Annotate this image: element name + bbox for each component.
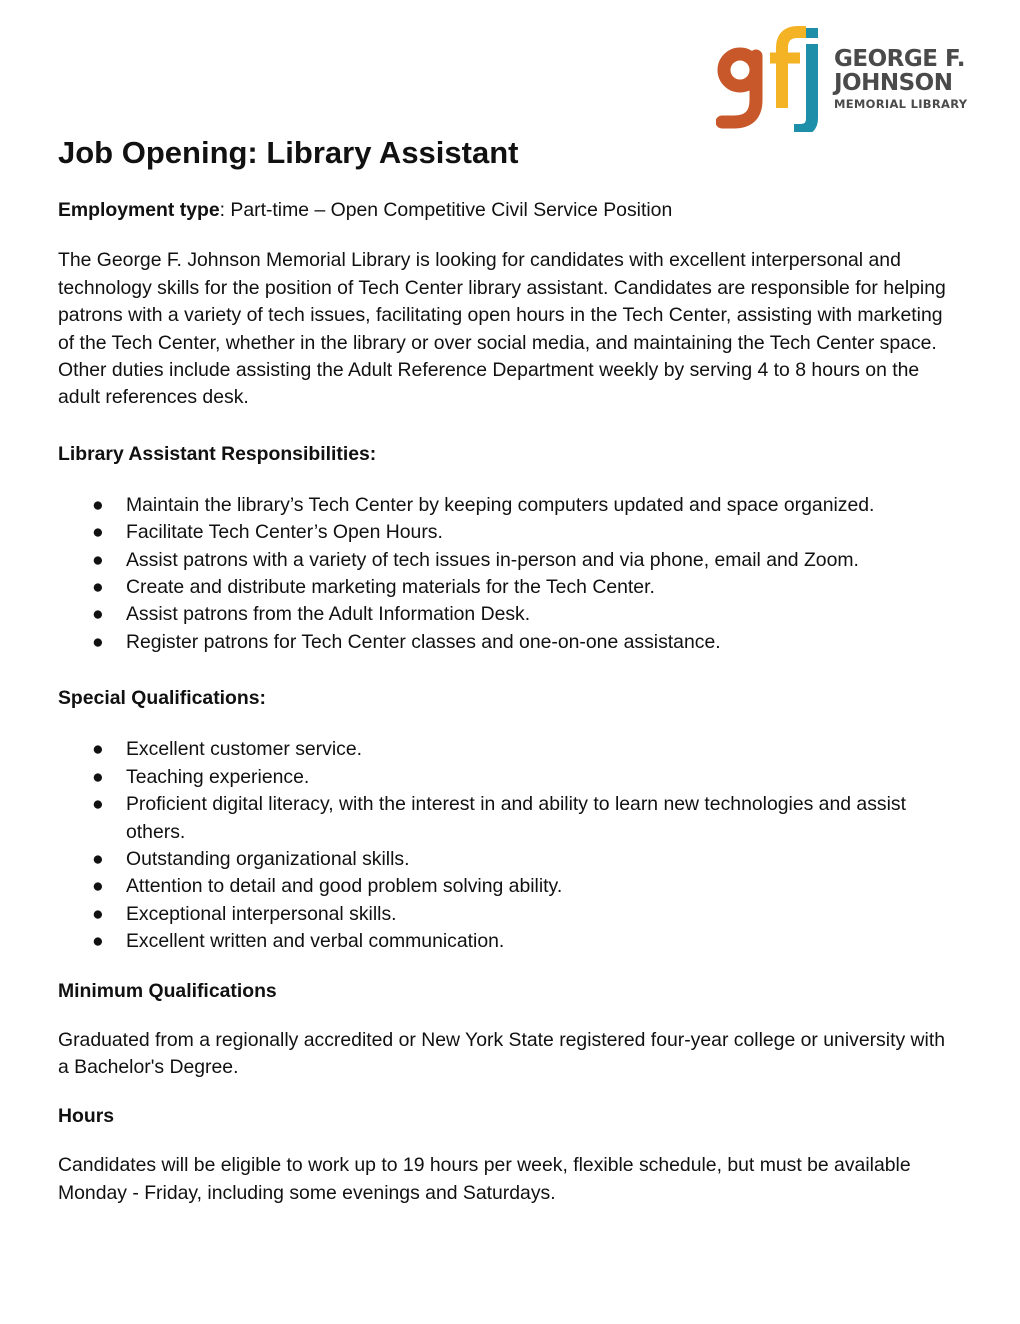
intro-paragraph: The George F. Johnson Memorial Library is looking for candidates with excellent interpersonal and technology skills for the position of Tech Center library assistant. Candidates are responsible for helping patrons with a variety of tech issues, facilitating open hours in the Tech Center, assisting with marketing of the Tech Center, whether in the library or over social media, and maintaining the Tech Center space. Other duties include assisting the Adult Reference Department weekly by serving 4 to 8 hours on the adult references desk. xyxy=(58,249,946,409)
bullet-icon: ● xyxy=(92,493,104,516)
responsibilities-heading: Library Assistant Responsibilities: xyxy=(58,442,377,465)
bullet-icon: ● xyxy=(92,793,104,816)
employment-type-label: Employment type xyxy=(58,199,220,221)
list-item: ● Proficient digital literacy, with the interest in and ability to learn new technologies and assist others. xyxy=(92,793,906,843)
employment-type xyxy=(58,197,948,224)
logo-line-3: MEMORIAL LIBRARY xyxy=(834,97,968,111)
special-qualifications-heading: Special Qualifications: xyxy=(58,687,266,710)
hours-heading: Hours xyxy=(58,1105,115,1128)
bullet-icon: ● xyxy=(92,847,104,870)
list-item: ● Create and distribute marketing materials for the Tech Center. xyxy=(58,574,948,601)
bullet-icon: ● xyxy=(92,765,104,788)
responsibilities-list xyxy=(58,492,948,656)
bullet-icon: ● xyxy=(92,548,104,571)
bullet-icon: ● xyxy=(92,902,104,925)
list-item: ● Attention to detail and good problem solving ability. xyxy=(58,873,948,900)
list-item: ● Register patrons for Tech Center classes and one-on-one assistance. xyxy=(58,629,948,656)
list-item: ● Exceptional interpersonal skills. xyxy=(58,901,948,928)
bullet-icon: ● xyxy=(92,875,104,898)
employment-type-value: : Part-time – Open Competitive Civil Service Position xyxy=(219,199,673,221)
bullet-icon: ● xyxy=(92,930,104,953)
bullet-icon: ● xyxy=(92,521,104,544)
minimum-qualifications-text: Graduated from a regionally accredited or New York State registered four-year college or university with a Bachelor's Degree. xyxy=(58,1028,946,1078)
list-item: ● Maintain the library’s Tech Center by keeping computers updated and space organized. xyxy=(58,492,948,519)
special-qualifications-list xyxy=(58,736,948,955)
list-item: ● Assist patrons with a variety of tech issues in-person and via phone, email and Zoom. xyxy=(58,547,948,574)
list-item: ● Facilitate Tech Center’s Open Hours. xyxy=(58,519,948,546)
logo-wordmark xyxy=(834,48,967,111)
list-item: ● Assist patrons from the Adult Information Desk. xyxy=(58,601,948,628)
bullet-icon: ● xyxy=(92,738,104,761)
gfj-logo-mark-icon xyxy=(716,26,826,132)
bullet-icon: ● xyxy=(92,603,104,626)
list-item: ● Outstanding organizational skills. xyxy=(58,846,948,873)
hours-text: Candidates will be eligible to work up to 19 hours per week, flexible schedule, but must be available Monday - Friday, including some evenings and Saturdays. xyxy=(58,1154,911,1204)
bullet-icon: ● xyxy=(92,576,104,599)
list-item: ● Excellent customer service. xyxy=(58,736,948,763)
library-logo xyxy=(716,26,976,132)
minimum-qualifications-heading: Minimum Qualifications xyxy=(58,979,277,1002)
page-title: Job Opening: Library Assistant xyxy=(58,135,519,170)
bullet-icon: ● xyxy=(92,630,104,653)
document-content xyxy=(58,134,948,1207)
logo-line-2: JOHNSON xyxy=(834,70,953,96)
list-item: ● Teaching experience. xyxy=(58,764,948,791)
logo-line-1: GEORGE F. xyxy=(834,46,966,72)
list-item: ● Excellent written and verbal communication. xyxy=(58,928,948,955)
